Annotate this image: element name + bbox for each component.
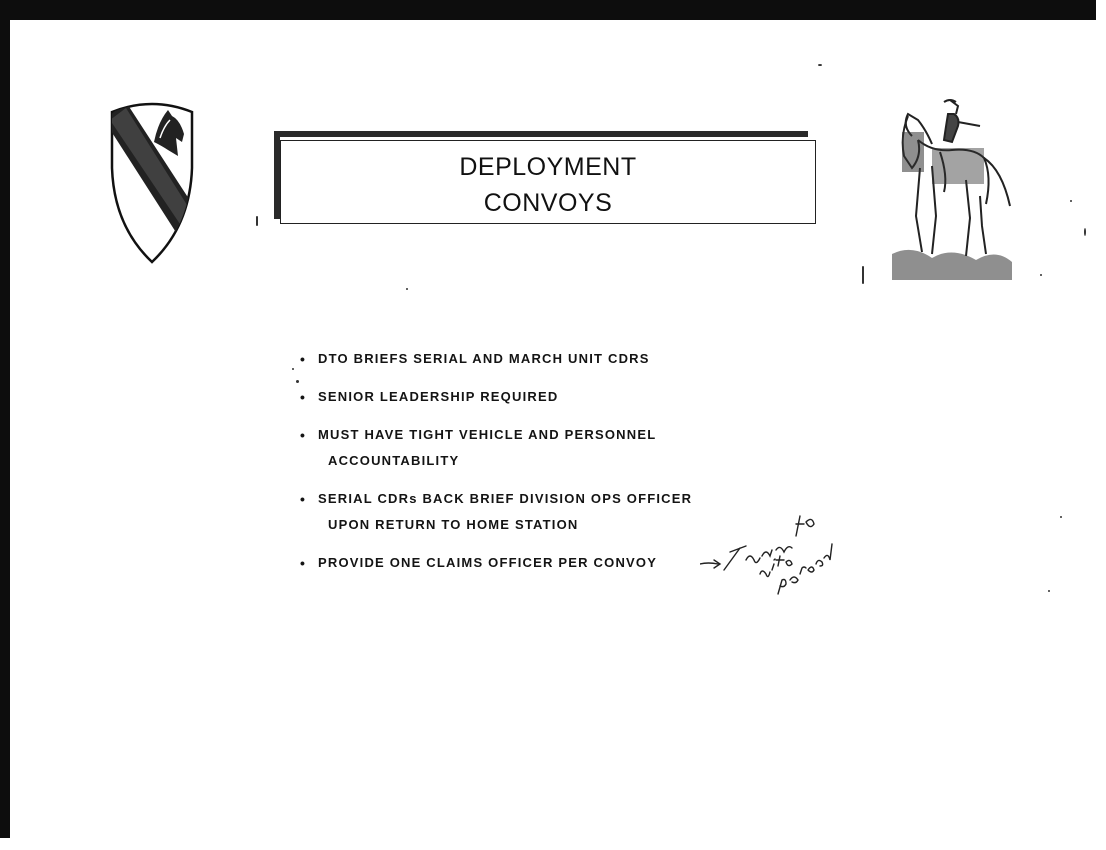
slide-title-line-2: CONVOYS [483,189,613,217]
bullet-text: SERIAL CDRs BACK BRIEF DIVISION OPS OFFICER [318,491,693,506]
bullet-item [298,346,798,372]
bullet-item [298,422,798,474]
scan-speck [818,64,822,66]
horse-rider-icon [892,96,1012,280]
scan-speck [406,288,408,290]
bullet-text-continuation: ACCOUNTABILITY [328,453,460,468]
cavalry-patch-icon [104,98,200,266]
scan-border-left [0,0,10,838]
scan-speck [862,266,864,284]
scan-border-top [0,0,1096,20]
bullet-text: SENIOR LEADERSHIP REQUIRED [318,389,559,404]
bullet-text: DTO BRIEFS SERIAL AND MARCH UNIT CDRS [318,351,650,366]
bullet-item [298,384,798,410]
scan-speck [256,216,258,226]
scan-speck [1070,200,1072,202]
bullet-text-continuation: UPON RETURN TO HOME STATION [328,517,579,532]
scan-speck [1048,590,1050,592]
title-box-shadow-top [274,131,808,137]
scan-speck [1084,228,1086,236]
handwritten-note [700,508,840,600]
scan-speck [296,380,299,383]
slide-title-line-1: DEPLOYMENT [459,153,637,181]
scan-speck [1040,274,1042,276]
scan-speck [292,368,294,370]
bullet-text: PROVIDE ONE CLAIMS OFFICER PER CONVOY [318,555,658,570]
bullet-text: MUST HAVE TIGHT VEHICLE AND PERSONNEL [318,427,657,442]
slide-title-box [280,140,816,224]
scan-speck [1060,516,1062,518]
